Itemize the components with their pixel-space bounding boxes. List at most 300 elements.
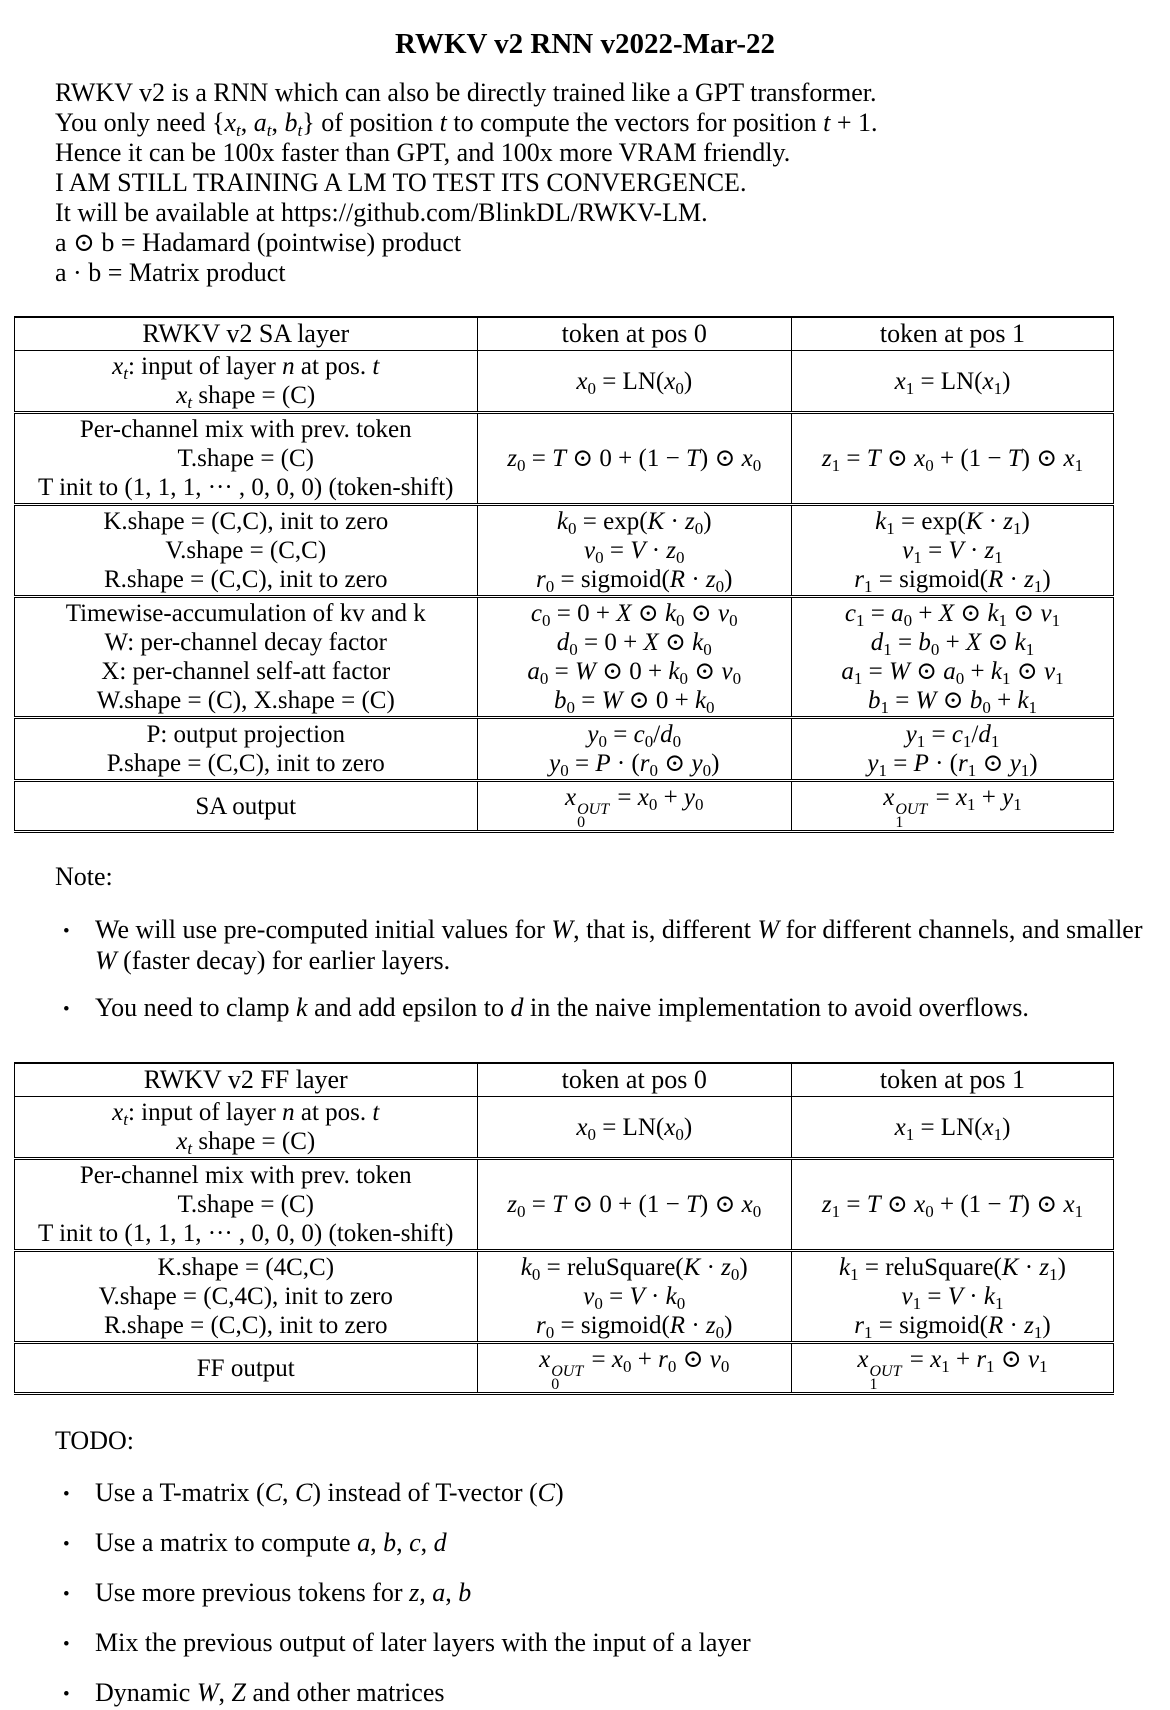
todo-list — [0, 1477, 1170, 1708]
math-var: x — [1063, 1191, 1075, 1218]
supsub-stack — [551, 1365, 583, 1391]
subscript-run: 0 — [715, 577, 725, 596]
note-text: We will use pre-computed initial values for W, that is, different W for different channels, and smaller W (faster decay) for earlier layers. — [95, 915, 1143, 975]
subscript-run: 0 — [569, 640, 578, 659]
subscript-run: 0 — [925, 456, 934, 475]
math-var: k — [556, 508, 568, 535]
superscript-run: OUT — [577, 801, 610, 818]
math-var: x — [894, 367, 906, 395]
row-label-cell — [15, 505, 478, 597]
document-page — [0, 26, 1170, 1708]
math-var: V — [947, 1283, 964, 1310]
subscript-run: 0 — [694, 519, 704, 538]
math-var: K — [965, 508, 983, 535]
table-row — [15, 1251, 1114, 1343]
subscript-run: 0 — [531, 1265, 541, 1284]
formula-line: $x_0 = LN(x_0)$ — [576, 367, 693, 398]
math-var: x — [112, 353, 124, 380]
math-var: x — [955, 784, 968, 811]
math-var: y — [905, 721, 917, 748]
row-label-cell — [15, 1159, 478, 1251]
math-var: k — [665, 1283, 677, 1310]
todo-text: Dynamic W, Z and other matrices — [95, 1678, 445, 1707]
math-var: t — [823, 108, 831, 137]
math-var: y — [867, 750, 879, 777]
subscript-run: 0 — [622, 1357, 632, 1376]
math-var: x — [741, 1191, 753, 1218]
table-row — [15, 718, 1114, 781]
math-var: y — [691, 750, 703, 777]
subscript-run: 1 — [967, 795, 976, 814]
math-var: X — [938, 600, 954, 627]
subscript-run: 1 — [869, 1376, 878, 1393]
pos1-formula-cell — [791, 1159, 1113, 1251]
formula-line: $c_1 = a_0 + X$ ⊙ $k_1$ ⊙ $v_1$ — [844, 600, 1061, 630]
math-var: b — [918, 629, 931, 656]
subscript-run: 1 — [1013, 795, 1022, 814]
subscript-run: 1 — [895, 814, 904, 831]
subscript-run: 1 — [913, 548, 922, 567]
math-var: k — [1014, 629, 1026, 656]
math-var: b — [383, 1528, 397, 1557]
subscript-run: 0 — [729, 611, 738, 630]
formula-line: $x_1 = LN(x_1)$ — [894, 1113, 1011, 1144]
bullet-icon: • — [63, 1634, 70, 1655]
math-var: k — [296, 993, 308, 1022]
subscript-run: 0 — [594, 1294, 603, 1313]
math-var: T — [552, 1191, 566, 1218]
subscript-run: 0 — [675, 1124, 684, 1144]
subscript-run: 0 — [675, 378, 684, 398]
pos0-formula-cell — [477, 1097, 791, 1159]
subscript-run: 1 — [1013, 519, 1022, 538]
math-var: v — [709, 1346, 721, 1373]
math-var: x — [611, 1346, 623, 1373]
formula-line: $v_0 = V \cdot k_0$ — [583, 1283, 686, 1313]
label-line: Per-channel mix with prev. token — [79, 416, 412, 443]
math-var: y — [1002, 784, 1014, 811]
pos0-formula-cell — [477, 1343, 791, 1394]
bullet-icon: • — [63, 1484, 70, 1505]
subscript-run: 0 — [955, 669, 965, 688]
todo-item — [0, 1477, 1170, 1508]
math-var: k — [1017, 687, 1029, 714]
formula-line: $k_1$ = reluSquare(K · $z_1$) — [839, 1254, 1066, 1284]
math-var: x — [224, 108, 237, 137]
math-var: d — [433, 1528, 447, 1557]
math-var: v — [583, 537, 596, 564]
row-label-cell — [15, 1251, 478, 1343]
formula-line: $b_0 = W$ ⊙ $0 + k_0$ — [553, 687, 715, 717]
subscript-run: 1 — [905, 378, 915, 398]
header-cell: RWKV v2 SA layer — [15, 317, 478, 351]
bullet-icon: • — [63, 999, 70, 1020]
subscript-run: 1 — [905, 1124, 915, 1144]
math-var: a — [943, 658, 956, 685]
subscript-run: 0 — [551, 1376, 560, 1393]
subscript-run: 0 — [568, 519, 577, 538]
subscript-run: 1 — [986, 1357, 995, 1376]
math-var: y — [1009, 750, 1021, 777]
formula-line: $z_1 = T$ ⊙ $x_0 + (1 - T)$ ⊙ $x_1$ — [821, 1191, 1084, 1221]
formula-line: $a_1 = W$ ⊙ $a_0 + k_1$ ⊙ $v_1$ — [841, 658, 1064, 688]
label-line: $x_t$: input of layer n at pos. t — [112, 353, 380, 383]
subscript-run: 1 — [850, 1265, 859, 1284]
math-var: k — [990, 658, 1003, 685]
math-var: k — [839, 1254, 851, 1281]
math-var: x — [741, 445, 753, 472]
label-line: X: per-channel self-att factor — [101, 658, 391, 685]
math-var: x — [576, 367, 588, 395]
math-var: t — [187, 1139, 193, 1158]
pos0-formula-cell — [477, 1251, 791, 1343]
subscript-run: 0 — [930, 640, 940, 659]
math-var: X — [643, 629, 659, 656]
subscript-run: 0 — [702, 761, 712, 780]
math-var: v — [1040, 600, 1052, 627]
todo-item — [0, 1627, 1170, 1658]
formula-line: $y_0 = P \cdot (r_0$ ⊙ $y_0$) — [549, 750, 720, 780]
math-var: x — [564, 784, 577, 811]
math-var: d — [510, 993, 524, 1022]
formula-line: $a_0 = W$ ⊙ $0 + k_0$ ⊙ $v_0$ — [527, 658, 742, 688]
math-var: x — [664, 367, 676, 395]
formula-line: $r_1$ = sigmoid(R · $z_1$) — [854, 566, 1051, 596]
pos1-formula-cell — [791, 1251, 1113, 1343]
subscript-run: 0 — [730, 1265, 740, 1284]
math-var: z — [984, 537, 995, 564]
math-var: T — [552, 445, 566, 472]
table-row — [15, 505, 1114, 597]
math-var: k — [983, 1283, 995, 1310]
subscript-run: 1 — [831, 456, 841, 475]
math-var: T — [866, 1191, 881, 1218]
subscript-run: 0 — [560, 761, 569, 780]
math-var: z — [685, 508, 695, 535]
math-var: X — [965, 629, 982, 656]
subscript-run: 0 — [732, 669, 742, 688]
math-var: b — [458, 1578, 472, 1607]
pos0-formula-cell — [477, 505, 791, 597]
math-var: a — [527, 658, 540, 685]
page-title: RWKV v2 RNN v2022-Mar-22 — [395, 28, 775, 60]
intro-paragraph — [55, 78, 1170, 288]
math-var: V — [629, 1283, 645, 1310]
subscript-run — [123, 364, 128, 383]
math-var: z — [1024, 1312, 1034, 1339]
math-var: t — [372, 353, 380, 380]
note-list — [0, 914, 1170, 1023]
formula-line: $y_1 = P \cdot (r_1$ ⊙ $y_1$) — [867, 750, 1038, 780]
math-var: t — [266, 121, 272, 140]
math-var: x — [914, 445, 926, 472]
pos0-formula-cell — [477, 597, 791, 718]
math-var: x — [576, 1113, 588, 1141]
math-var: x — [539, 1346, 551, 1373]
math-var: x — [176, 382, 188, 409]
supsub-stack — [895, 803, 927, 829]
subscript-run — [187, 1139, 192, 1158]
pos0-formula-cell — [477, 1159, 791, 1251]
row-label-cell — [15, 597, 478, 718]
math-var: t — [123, 1110, 128, 1129]
row-label-cell — [15, 413, 478, 505]
pos1-formula-cell — [791, 505, 1113, 597]
subscript-run: 1 — [1033, 1323, 1043, 1342]
math-var: d — [660, 721, 673, 748]
subscript-run: 1 — [998, 611, 1008, 630]
label-line: T init to (1, 1, 1, ··· , 0, 0, 0) (token-shift) — [38, 1220, 454, 1247]
formula-line: $d_1 = b_0 + X$ ⊙ $k_1$ — [870, 629, 1035, 659]
header-cell: token at pos 0 — [477, 317, 791, 351]
subscript-run: 1 — [1020, 761, 1030, 780]
superscript-run: OUT — [551, 1363, 584, 1380]
label-line: $x_t$: input of layer n at pos. t — [112, 1099, 380, 1129]
math-var: t — [236, 121, 241, 140]
math-var: x — [914, 1191, 926, 1218]
math-var: v — [718, 600, 730, 627]
subscript-run: 0 — [516, 1202, 526, 1221]
math-var: y — [683, 784, 696, 811]
todo-text: Use more previous tokens for z, a, b — [95, 1578, 472, 1607]
intro-line: RWKV v2 is a RNN which can also be directly trained like a GPT transformer. — [55, 78, 877, 107]
subscript-run: 0 — [649, 761, 658, 780]
math-var: k — [987, 600, 999, 627]
math-var: k — [692, 629, 704, 656]
label-line: T init to (1, 1, 1, ··· , 0, 0, 0) (token-shift) — [38, 474, 454, 501]
math-var: W — [915, 687, 937, 714]
table-header-row — [15, 1063, 1114, 1097]
supsub-stack — [869, 1365, 901, 1391]
subscript-run: 1 — [1074, 456, 1084, 475]
math-var: r — [658, 1346, 668, 1373]
formula-line: $c_0 = 0 + X$ ⊙ $k_0$ ⊙ $v_0$ — [530, 600, 738, 630]
subscript-run: 1 — [886, 519, 895, 538]
subscript-run: 1 — [962, 732, 972, 751]
intro-line: You only need {$x_t$, $a_t$, $b_t$} of position t to compute the vectors for position t + 1. — [55, 108, 878, 140]
subscript-run: 0 — [577, 814, 586, 831]
pos0-formula-cell — [477, 413, 791, 505]
subscript-run: 1 — [1028, 698, 1038, 717]
pos1-formula-cell — [791, 781, 1113, 832]
math-var: b — [284, 108, 298, 137]
row-label-cell — [15, 781, 478, 832]
table-row — [15, 597, 1114, 718]
math-var: t — [372, 1099, 380, 1126]
subscript-run: 0 — [644, 732, 654, 751]
math-var: T — [1007, 1191, 1022, 1218]
math-var: d — [556, 629, 570, 656]
todo-item — [0, 1577, 1170, 1608]
math-var: t — [123, 364, 128, 383]
math-var: r — [536, 1312, 546, 1339]
formula-line: $r_0$ = sigmoid(R · $z_0$) — [536, 1312, 733, 1342]
math-var: c — [530, 600, 542, 627]
todo-item — [0, 1677, 1170, 1708]
table-row — [15, 413, 1114, 505]
formula-line: $r_1$ = sigmoid(R · $z_1$) — [854, 1312, 1051, 1342]
label-line: R.shape = (C,C), init to zero — [104, 1312, 388, 1339]
subscript-run: 1 — [1039, 1357, 1048, 1376]
subscript-run: 1 — [994, 1294, 1004, 1313]
math-var: k — [875, 508, 887, 535]
subscript-run: 0 — [672, 732, 682, 751]
label-line: Timewise-accumulation of kv and k — [65, 600, 426, 627]
intro-line: I AM STILL TRAINING A LM TO TEST ITS CONVERGENCE. — [55, 168, 747, 197]
todo-text: Use a matrix to compute a, b, c, d — [95, 1528, 447, 1557]
formula-line: x OUT 1 = $x_1 + y_1$ — [883, 784, 1022, 831]
subscript-run: 1 — [855, 611, 865, 630]
math-var: b — [867, 687, 881, 714]
math-var: a — [891, 600, 904, 627]
math-var: k — [694, 687, 707, 714]
formula-line: $k_1 = \exp(K \cdot z_1)$ — [875, 508, 1030, 538]
table-row — [15, 1159, 1114, 1251]
math-var: v — [583, 1283, 595, 1310]
subscript-run: 0 — [925, 1202, 934, 1221]
math-var: T — [685, 1191, 700, 1218]
subscript-run: 0 — [598, 732, 607, 751]
subscript-run: 1 — [916, 732, 926, 751]
subscript-run: 1 — [993, 378, 1003, 398]
pos0-formula-cell — [477, 781, 791, 832]
subscript-run: 0 — [982, 698, 991, 717]
header-cell: token at pos 0 — [477, 1063, 791, 1097]
math-var: V — [630, 537, 646, 564]
subscript-run: 1 — [990, 732, 1000, 751]
supsub-stack — [577, 803, 609, 829]
math-var: W — [601, 687, 623, 714]
formula-line: $z_1 = T$ ⊙ $x_0 + (1 - T)$ ⊙ $x_1$ — [821, 445, 1084, 475]
subscript-run: 1 — [912, 1294, 922, 1313]
math-var: y — [549, 750, 561, 777]
subscript-run: 1 — [967, 761, 977, 780]
label-line: R.shape = (C,C), init to zero — [104, 566, 388, 593]
math-var: z — [1024, 566, 1034, 593]
math-var: R — [669, 1312, 686, 1339]
subscript-run: 0 — [542, 611, 551, 630]
table-row — [15, 781, 1114, 832]
intro-line: Hence it can be 100x faster than GPT, and 100x more VRAM friendly. — [55, 138, 791, 167]
math-var: c — [409, 1528, 421, 1557]
table-header-row — [15, 317, 1114, 351]
todo-text: Mix the previous output of later layers with the input of a layer — [95, 1628, 751, 1657]
subscript-run: 0 — [545, 577, 555, 596]
math-var: x — [637, 784, 649, 811]
math-var: t — [297, 121, 303, 140]
label-line: V.shape = (C,4C), init to zero — [98, 1283, 393, 1310]
subscript-run: 0 — [545, 1323, 555, 1342]
math-var: y — [587, 721, 599, 748]
label-line: SA output — [195, 792, 297, 820]
math-var: R — [988, 1312, 1004, 1339]
row-label-cell — [15, 1343, 478, 1394]
formula-line: $x_1 = LN(x_1)$ — [894, 367, 1011, 398]
math-var: x — [982, 1113, 994, 1141]
math-var: r — [976, 1346, 987, 1373]
math-var: v — [721, 658, 733, 685]
math-var: z — [666, 537, 677, 564]
subscript-run: 0 — [679, 669, 689, 688]
header-cell: token at pos 1 — [791, 317, 1113, 351]
subscript-run: 0 — [752, 456, 762, 475]
superscript-run: OUT — [869, 1363, 902, 1380]
math-var: a — [432, 1578, 446, 1607]
subscript-run: 1 — [883, 640, 892, 659]
superscript-run: OUT — [895, 801, 928, 818]
subscript-run: 0 — [695, 795, 704, 814]
formula-line: $x_0 = LN(x_0)$ — [576, 1113, 693, 1144]
subscript-run — [187, 393, 192, 412]
pos1-formula-cell — [791, 1343, 1113, 1394]
math-var: W — [196, 1678, 219, 1707]
todo-heading: TODO: — [55, 1426, 134, 1455]
math-var: t — [439, 108, 447, 137]
label-line: P: output projection — [146, 721, 346, 748]
row-label-cell — [15, 718, 478, 781]
formula-line: $v_1 = V \cdot z_1$ — [902, 537, 1003, 567]
note-item — [0, 914, 1170, 976]
sa-layer-table — [14, 316, 1114, 833]
subscript-run — [123, 1110, 128, 1129]
math-var: r — [958, 750, 968, 777]
subscript-run: 1 — [994, 548, 1003, 567]
label-line: K.shape = (4C,C) — [157, 1254, 335, 1281]
math-var: C — [537, 1478, 555, 1507]
subscript-run: 0 — [676, 548, 685, 567]
math-var: a — [841, 658, 854, 685]
todo-item — [0, 1527, 1170, 1558]
subscript-run: 0 — [539, 669, 549, 688]
bullet-icon: • — [63, 921, 70, 942]
math-var: z — [821, 445, 832, 472]
subscript-run: 0 — [720, 1357, 730, 1376]
math-var: x — [930, 1346, 942, 1373]
intro-line: a ⊙ b = Hadamard (pointwise) product — [55, 228, 462, 257]
math-var: k — [664, 600, 677, 627]
subscript-run: 0 — [715, 1323, 725, 1342]
math-var: x — [664, 1113, 676, 1141]
math-var: K — [1001, 1254, 1019, 1281]
subscript-run: 0 — [703, 640, 712, 659]
intro-line: It will be available at https://github.com/BlinkDL/RWKV-LM. — [55, 198, 708, 227]
bullet-icon: • — [63, 1584, 70, 1605]
math-var: T — [685, 445, 700, 472]
math-var: Z — [231, 1678, 246, 1707]
subscript-run: 0 — [587, 1124, 596, 1144]
label-line: W.shape = (C), X.shape = (C) — [96, 687, 395, 714]
formula-line: $y_0 = c_0/d_0$ — [587, 721, 682, 751]
math-var: x — [883, 784, 895, 811]
subscript-run: 1 — [1051, 611, 1061, 630]
label-line: Per-channel mix with prev. token — [79, 1162, 412, 1189]
math-var: c — [844, 600, 856, 627]
math-var: v — [1043, 658, 1056, 685]
subscript-run: 1 — [878, 761, 887, 780]
math-var: a — [357, 1528, 371, 1557]
formula-line: $d_0 = 0 + X$ ⊙ $k_0$ — [556, 629, 712, 659]
math-var: z — [507, 1191, 517, 1218]
subscript-run: 0 — [676, 611, 685, 630]
math-var: n — [282, 353, 295, 380]
note-text: You need to clamp k and add epsilon to d in the naive implementation to avoid overflows. — [95, 993, 1029, 1022]
subscript-run: 1 — [880, 698, 889, 717]
math-var: n — [282, 1099, 295, 1126]
subscript-run: 1 — [864, 577, 873, 596]
subscript-run: 0 — [752, 1202, 762, 1221]
math-var: k — [520, 1254, 532, 1281]
label-line: K.shape = (C,C), init to zero — [103, 508, 389, 535]
